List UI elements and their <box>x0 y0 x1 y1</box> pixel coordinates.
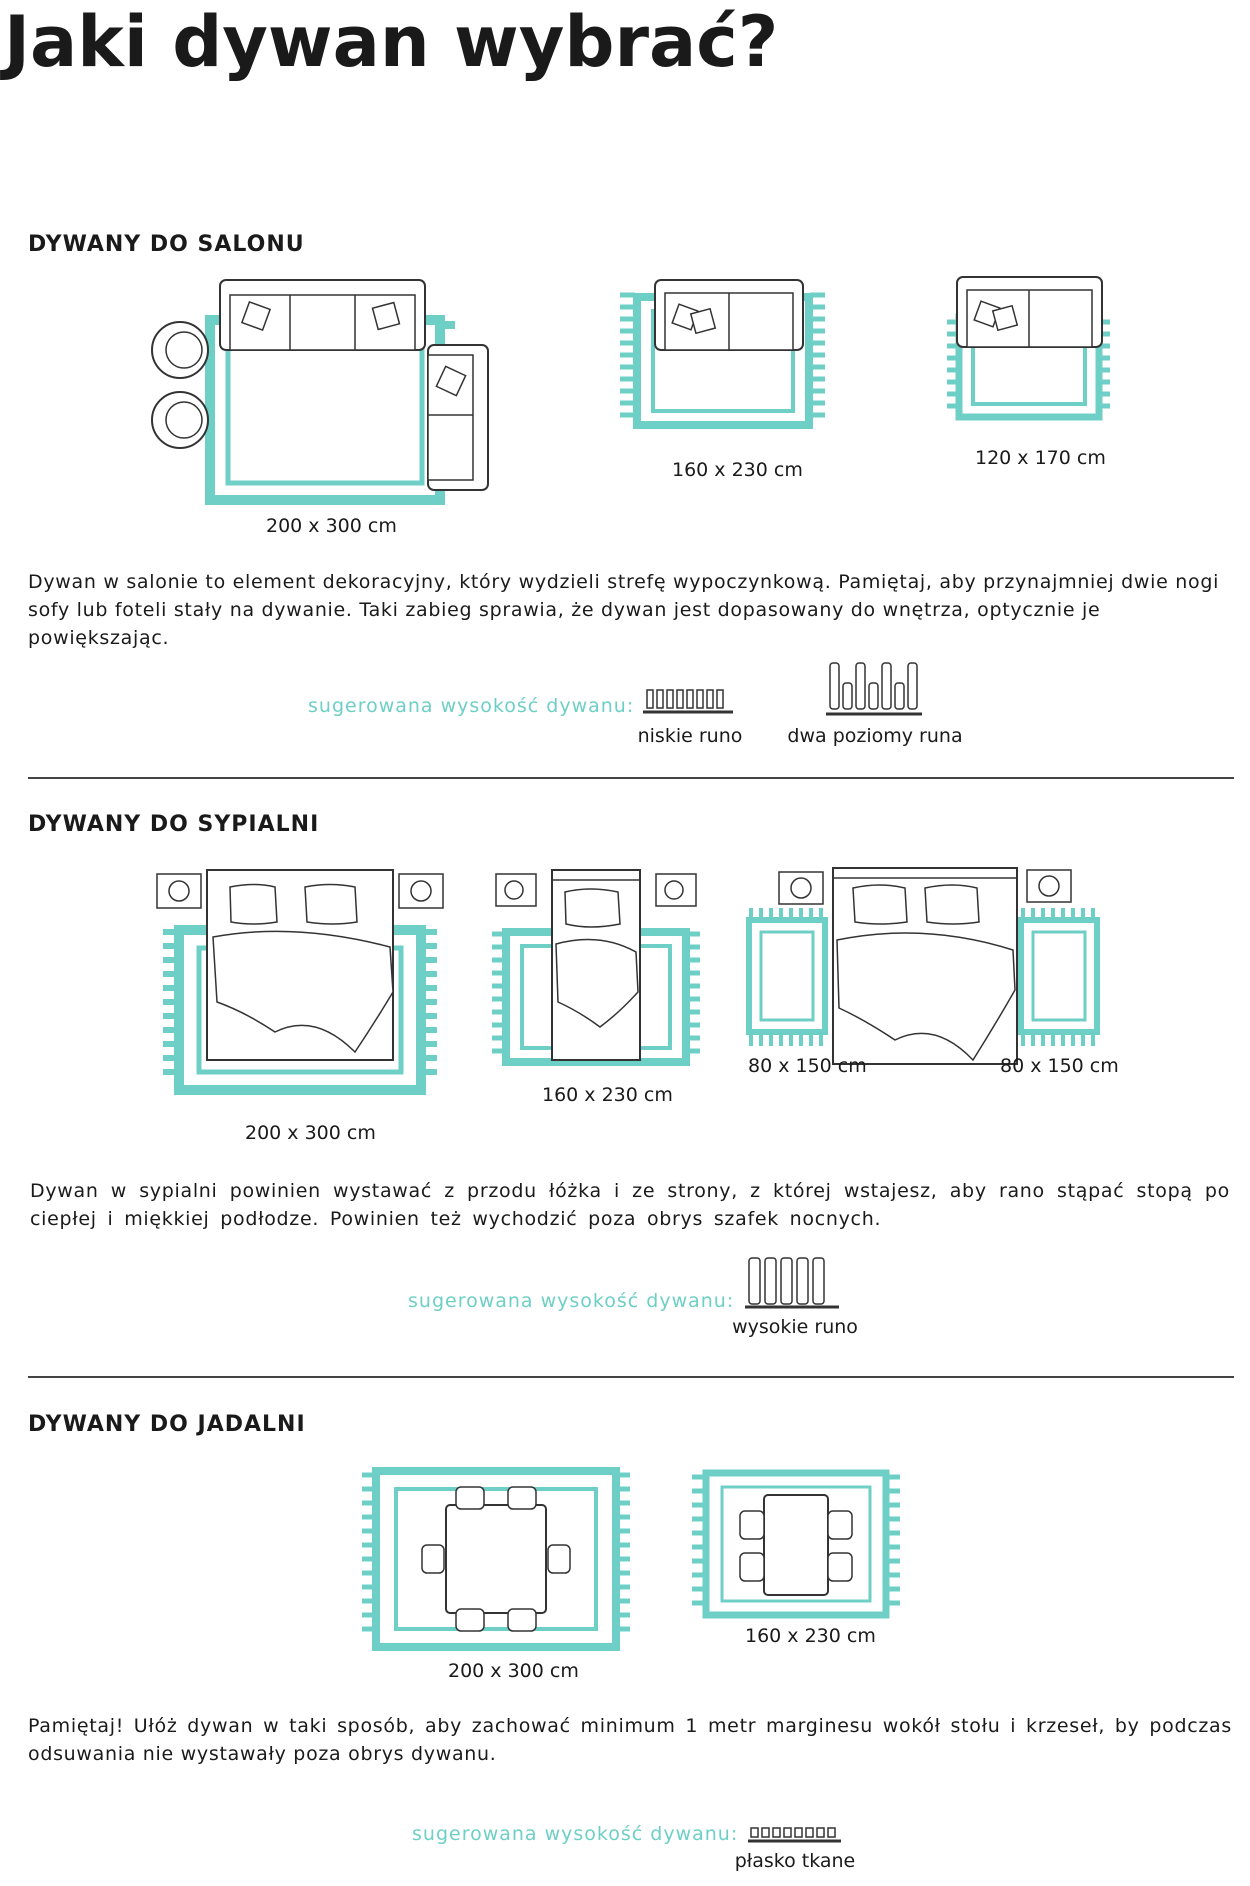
section-heading-salon: DYWANY DO SALONU <box>28 232 305 257</box>
salon-description: Dywan w salonie to element dekoracyjny, który wydzieli strefę wypoczynkową. Pamiętaj, aby przynajmniej dwie nogi sofy lub foteli stały na dywanie. Taki zabieg sprawia, że dywan jest dopasowany do wnętrza, optycznie je powiększając. <box>28 571 1220 649</box>
section-heading-sypialnia: DYWANY DO SYPIALNI <box>28 812 320 837</box>
pile-label-flat: płasko tkane <box>734 1850 856 1872</box>
salon-rug-160x230-illustration <box>615 275 830 445</box>
salon-rug-200x300-illustration <box>150 275 500 510</box>
section-divider <box>28 777 1234 779</box>
pile-label-two-level: dwa poziomy runa <box>787 725 963 747</box>
dining-dim-1: 200 x 300 cm <box>448 1660 579 1682</box>
bedroom-description: Dywan w sypialni powinien wystawać z przodu łóżka i ze strony, z której wstajesz, aby rano stąpać stopą po ciepłej i miękkiej podłodze. Powinien też wychodzić poza obrys szafek nocnych. <box>30 1180 1230 1230</box>
two-level-pile-icon <box>826 661 924 719</box>
dining-description: Pamiętaj! Ułóż dywan w taki sposób, aby zachować minimum 1 metr marginesu wokół stołu i krzeseł, by podczas odsuwania nie wystawały poza obrys dywanu. <box>28 1715 1232 1765</box>
bedroom-rug-160x230-illustration <box>490 862 705 1077</box>
bedroom-rug-200x300-illustration <box>155 862 445 1107</box>
low-pile-icon <box>643 686 735 718</box>
pile-label-low: niskie runo <box>637 725 743 747</box>
high-pile-icon <box>745 1256 843 1310</box>
flat-weave-icon <box>748 1825 843 1847</box>
salon-suggestion-label: sugerowana wysokość dywanu: <box>308 695 635 717</box>
corner-sofa-icon <box>428 345 488 490</box>
dining-rug-200x300-illustration <box>360 1465 635 1655</box>
section-heading-jadalnia: DYWANY DO JADALNI <box>28 1412 306 1437</box>
bed-icon <box>552 870 640 1060</box>
dining-suggestion-label: sugerowana wysokość dywanu: <box>412 1823 739 1845</box>
armchair-icon <box>152 322 208 448</box>
dining-rug-160x230-illustration <box>690 1467 905 1627</box>
sofa-icon <box>957 277 1102 347</box>
salon-dim-1: 200 x 300 cm <box>266 515 397 537</box>
page-title: Jaki dywan wybrać? <box>4 1 779 83</box>
bedroom-dim-4: 80 x 150 cm <box>1000 1055 1119 1077</box>
dining-dim-2: 160 x 230 cm <box>745 1625 876 1647</box>
salon-dim-3: 120 x 170 cm <box>975 447 1106 469</box>
sofa-icon <box>220 280 425 350</box>
dining-table-icon <box>764 1495 828 1595</box>
bedroom-dim-1: 200 x 300 cm <box>245 1122 376 1144</box>
bedroom-suggestion-label: sugerowana wysokość dywanu: <box>408 1290 735 1312</box>
salon-rug-120x170-illustration <box>945 272 1115 432</box>
dining-table-icon <box>446 1505 546 1613</box>
section-divider <box>28 1376 1234 1378</box>
bedroom-dim-3: 80 x 150 cm <box>748 1055 867 1077</box>
bedroom-runners-80x150-illustration <box>745 860 1105 1075</box>
bedroom-dim-2: 160 x 230 cm <box>542 1084 673 1106</box>
bed-icon <box>207 870 393 1060</box>
pile-label-high: wysokie runo <box>732 1316 858 1338</box>
sofa-icon <box>655 280 803 350</box>
bed-icon <box>833 868 1017 1064</box>
salon-dim-2: 160 x 230 cm <box>672 459 803 481</box>
